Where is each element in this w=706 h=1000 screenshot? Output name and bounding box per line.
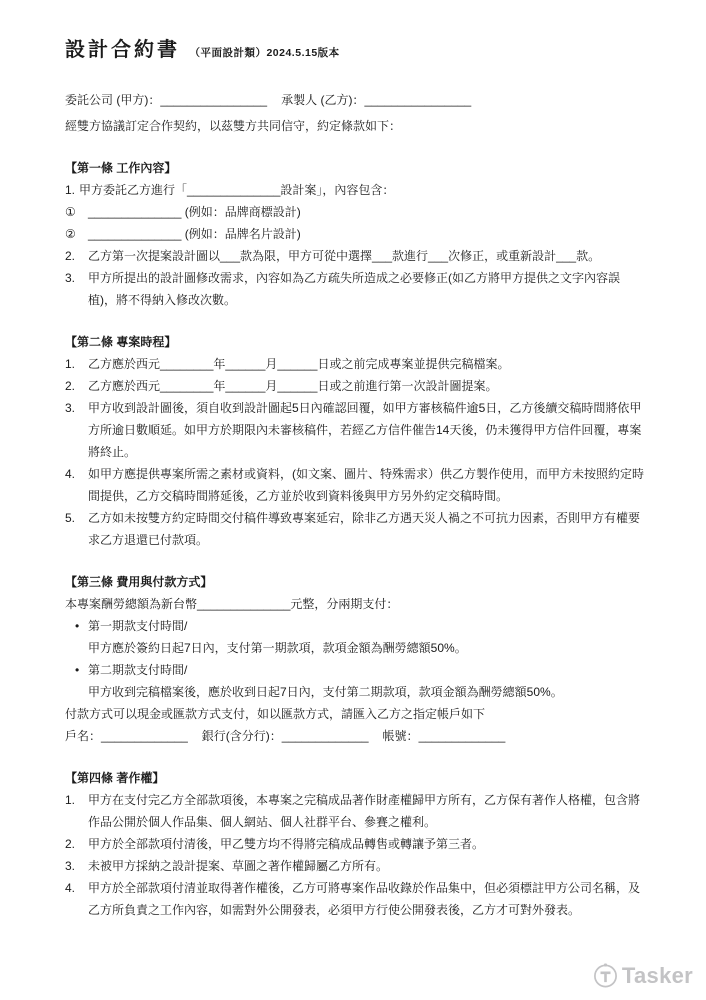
clause-number: 4.	[65, 467, 76, 481]
clause-row	[65, 245, 644, 267]
article-1-heading: 【第一條 工作內容】	[65, 161, 177, 175]
clause-text: 乙方應於西元________年______月______日或之前進行第一次設計圖提案。	[88, 379, 498, 393]
clause-row	[65, 789, 644, 833]
circled-1-marker: ①	[65, 205, 76, 219]
tasker-wordmark: Tasker	[621, 962, 693, 988]
article-4-heading: 【第四條 著作權】	[65, 771, 165, 785]
tasker-watermark-logo	[592, 962, 693, 989]
clause-row	[65, 267, 644, 311]
article-4-copyright	[65, 767, 644, 921]
parties-row	[65, 89, 644, 111]
contractor-name-blank: ________________	[364, 93, 472, 107]
bank-account-row	[65, 725, 644, 747]
indent-spacer	[65, 637, 88, 659]
bank-label: 銀行(含分行)：	[201, 729, 282, 743]
article-1-work-content	[65, 157, 644, 311]
clause-row	[65, 397, 644, 463]
payment-phase-1-title-row	[65, 615, 644, 637]
clause-row	[65, 375, 644, 397]
clause-text: 甲方委託乙方進行「______________設計案」，內容包含：	[79, 183, 395, 197]
page-subtitle: （平面設計類）2024.5.15版本	[189, 47, 340, 59]
article-2-heading: 【第二條 專案時程】	[65, 335, 177, 349]
clause-text: 乙方如未按雙方約定時間交付稿件導致專案延宕，除非乙方遇天災人禍之不可抗力因素，否則甲方有權要求乙方退還已付款項。	[88, 511, 641, 547]
clause-row	[65, 353, 644, 375]
payment-phase-2-body-row	[65, 681, 644, 703]
client-name-blank: ________________	[160, 93, 268, 107]
payment-phase-body: 甲方應於簽約日起7日內，支付第一期款項，款項金額為酬勞總額50%。	[88, 641, 467, 655]
clause-number: 1.	[65, 357, 76, 371]
clause-text: 甲方於全部款項付清後，甲乙雙方均不得將完稿成品轉售或轉讓予第三者。	[88, 837, 485, 851]
clause-number: 2.	[65, 837, 76, 851]
page-title: 設計合約書	[65, 39, 180, 61]
clause-row	[65, 223, 644, 245]
clause-row	[65, 507, 644, 551]
clause-text: 未被甲方採納之設計提案、草圖之著作權歸屬乙方所有。	[88, 859, 389, 873]
client-label: 委託公司 (甲方)：	[65, 93, 161, 107]
article-3-heading: 【第三條 費用與付款方式】	[65, 575, 213, 589]
document-header	[65, 36, 644, 67]
account-number-label: 帳號：	[382, 729, 419, 743]
clause-number: 3.	[65, 401, 76, 415]
tasker-circle-t-icon	[592, 962, 619, 989]
account-name-label: 戶名：	[65, 729, 102, 743]
payment-phase-1-body-row	[65, 637, 644, 659]
payment-phase-title: 第二期款支付時間/	[88, 663, 188, 677]
clause-text: 甲方在支付完乙方全部款項後，本專案之完稿成品著作財產權歸甲方所有，乙方保有著作人格權，包含將作品公開於個人作品集、個人網站、個人社群平台、參賽之權利。	[88, 793, 641, 829]
clause-number: 2.	[65, 379, 76, 393]
clause-text: 甲方收到設計圖後，須自收到設計圖起5日內確認回覆，如甲方審核稿件逾5日，乙方後續交稿時間將依甲方所逾日數順延。如甲方於期限內未審核稿件，若經乙方信件催告14天後，仍未獲得甲方信件回覆，專案將終止。	[88, 401, 642, 459]
article-2-timeline	[65, 331, 644, 551]
clause-number: 4.	[65, 881, 76, 895]
clause-number: 1.	[65, 793, 76, 807]
clause-number: 1.	[65, 183, 76, 197]
clause-text: ______________ (例如：品牌名片設計)	[88, 227, 301, 241]
payment-method-note: 付款方式可以現金或匯款方式支付，如以匯款方式，請匯入乙方之指定帳戶如下	[65, 707, 486, 721]
clause-row	[65, 179, 644, 201]
bank-blank: _____________	[281, 729, 369, 743]
clause-text: 乙方應於西元________年______月______日或之前完成專案並提供完稿檔案。	[88, 357, 510, 371]
clause-number: 5.	[65, 511, 76, 525]
circled-2-marker: ②	[65, 227, 76, 241]
payment-phase-body: 甲方收到完稿檔案後，應於收到日起7日內，支付第二期款項，款項金額為酬勞總額50%。	[88, 685, 563, 699]
clause-number: 3.	[65, 859, 76, 873]
clause-row	[65, 833, 644, 855]
clause-row	[65, 855, 644, 877]
payment-phase-2-title-row	[65, 659, 644, 681]
bullet-icon: •	[75, 663, 80, 677]
article-3-payment	[65, 571, 644, 747]
clause-text: 乙方第一次提案設計圖以___款為限，甲方可從中選擇___款進行___次修正，或重新設計___款。	[88, 249, 601, 263]
clause-row	[65, 463, 644, 507]
clause-text: ______________ (例如：品牌商標設計)	[88, 205, 301, 219]
clause-number: 2.	[65, 249, 76, 263]
clause-text: 甲方於全部款項付清並取得著作權後，乙方可將專案作品收錄於作品集中，但必須標註甲方公司名稱，及乙方所負責之工作內容，如需對外公開發表，必須甲方行使公開發表後，乙方才可對外發表。	[88, 881, 641, 917]
account-name-blank: _____________	[101, 729, 188, 743]
bullet-icon: •	[75, 619, 80, 633]
clause-text: 如甲方應提供專案所需之素材或資料，(如文案、圖片、特殊需求）供乙方製作使用，而甲方未按照約定時間提供，乙方交稿時間將延後，乙方並於收到資料後與甲方另外約定交稿時間。	[88, 467, 645, 503]
indent-spacer	[65, 681, 88, 703]
payment-total-line: 本專案酬勞總額為新台幣______________元整，分兩期支付：	[65, 597, 399, 611]
payment-phase-title: 第一期款支付時間/	[88, 619, 188, 633]
clause-number: 3.	[65, 271, 76, 285]
account-number-blank: _____________	[418, 729, 506, 743]
clause-text: 甲方所提出的設計圖修改需求，內容如為乙方疏失所造成之必要修正(如乙方將甲方提供之文字內容誤植)，將不得納入修改次數。	[88, 271, 621, 307]
clause-row	[65, 201, 644, 223]
clause-row	[65, 877, 644, 921]
contractor-label: 承製人 (乙方)：	[281, 93, 365, 107]
preamble-text: 經雙方協議訂定合作契約，以茲雙方共同信守，約定條款如下：	[65, 119, 402, 133]
